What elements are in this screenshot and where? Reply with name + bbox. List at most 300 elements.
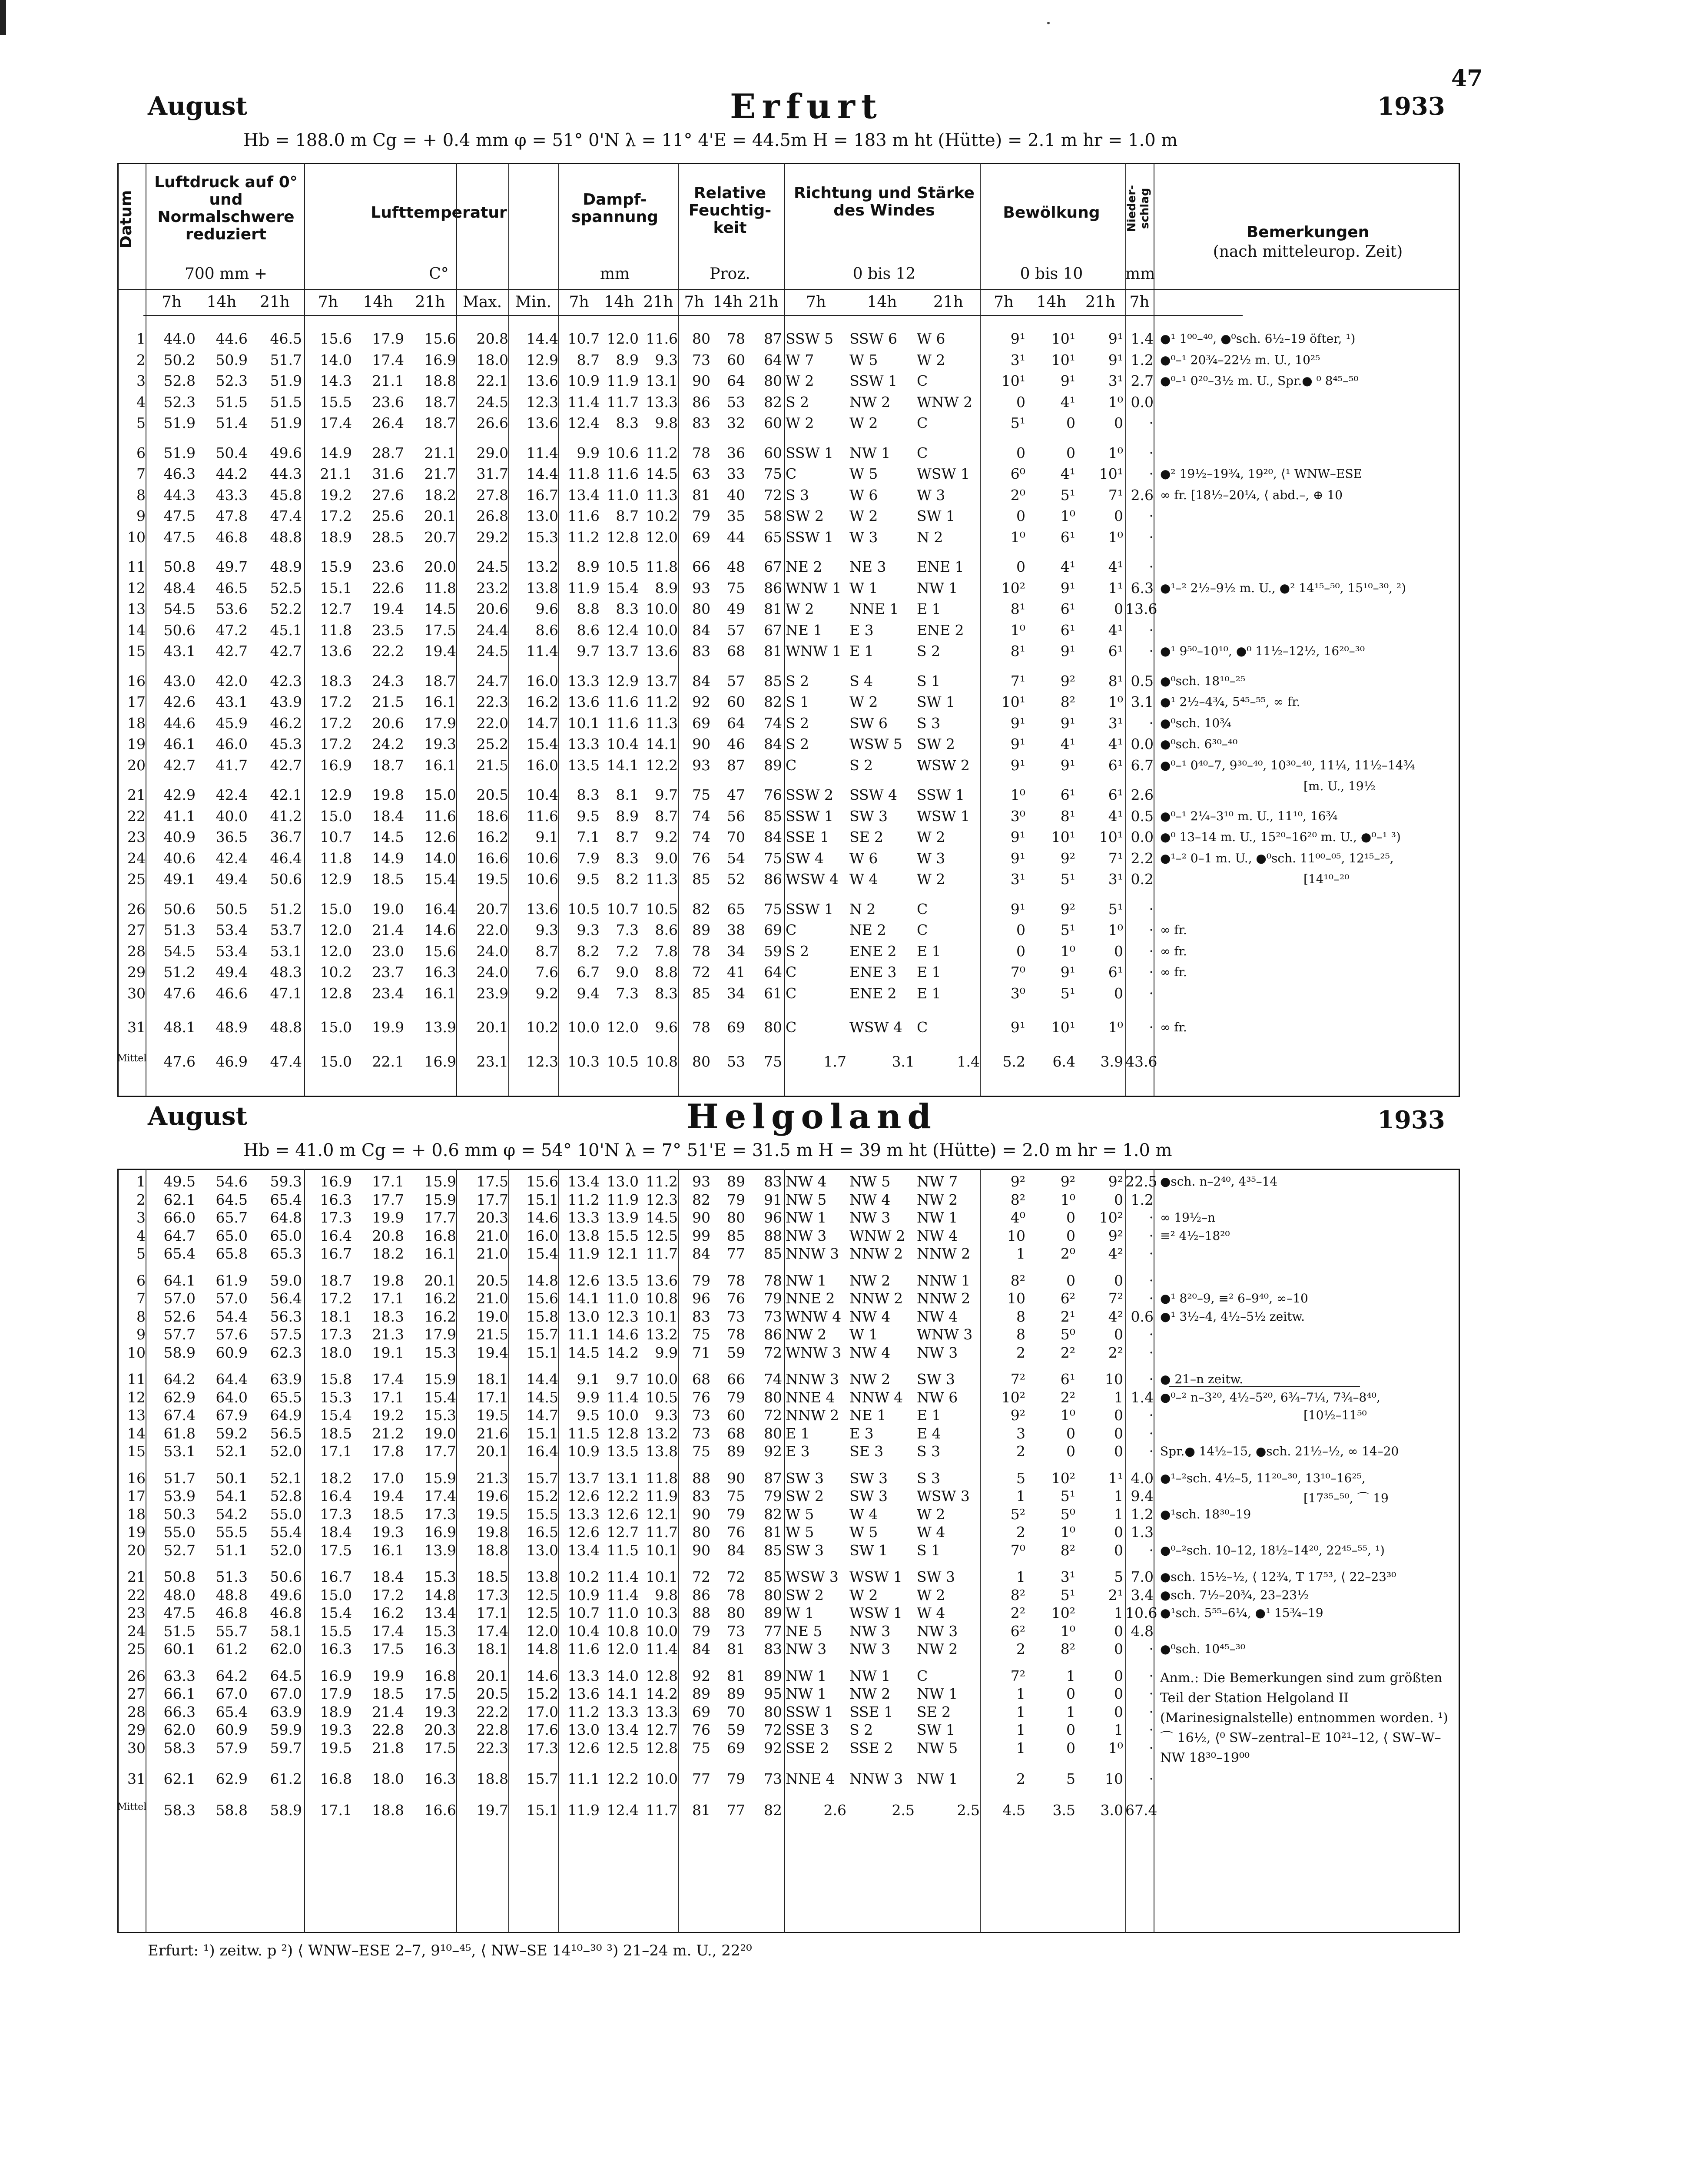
cell: 1 xyxy=(136,330,146,347)
cell: 17.4 xyxy=(372,351,404,368)
cell: 7 xyxy=(136,465,146,482)
erfurt-time-rule xyxy=(143,315,1243,316)
mean-cell: 6.4 xyxy=(1052,1053,1075,1070)
cell: 21.6 xyxy=(476,1425,508,1442)
cell: 0 xyxy=(1016,444,1025,461)
cell: 65 xyxy=(764,528,782,546)
cell: 88 xyxy=(764,1227,782,1244)
cell: 16.8 xyxy=(424,1667,456,1684)
cell: 16.9 xyxy=(320,1667,352,1684)
cell: 52.8 xyxy=(163,372,196,389)
cell: 84 xyxy=(692,1245,710,1262)
cell: 8.9 xyxy=(616,351,639,368)
cell: 6¹ xyxy=(1108,756,1123,774)
cell: 40.6 xyxy=(163,849,196,867)
mean-cell: 75 xyxy=(764,1053,782,1070)
mean-cell: 1.4 xyxy=(957,1053,980,1070)
cell: W 2 xyxy=(849,1586,878,1604)
cell: 33 xyxy=(727,465,745,482)
cell: W 2 xyxy=(917,871,945,888)
cell: 9.4 xyxy=(1131,1488,1154,1504)
cell: 51.4 xyxy=(216,414,248,431)
cell: 16.9 xyxy=(424,351,456,368)
cell: 1⁰ xyxy=(1010,621,1025,639)
cell: 18.5 xyxy=(372,1685,404,1702)
mean-cell: 53 xyxy=(727,1053,745,1070)
cell: 54.5 xyxy=(163,600,196,617)
cell: SSW 2 xyxy=(786,786,834,803)
dampf-unit: mm xyxy=(600,265,630,283)
cell: 19.6 xyxy=(476,1488,508,1504)
cell: 12.3 xyxy=(526,393,558,411)
cell: C xyxy=(917,444,928,461)
cell: 23 xyxy=(127,828,146,845)
cell: 49.6 xyxy=(270,1586,302,1604)
remark: ●¹–² 0–1 m. U., ●⁰sch. 11⁰⁰–⁰⁵, 12¹⁵–²⁵, xyxy=(1160,851,1394,865)
cell: 14.2 xyxy=(607,1344,639,1361)
cell: 68 xyxy=(692,1371,710,1388)
remark: ●⁰sch. 10⁴⁵–³⁰ xyxy=(1160,1642,1246,1656)
cell: 8.7 xyxy=(616,507,639,524)
cell: 72 xyxy=(764,486,782,504)
cell: 9² xyxy=(1060,849,1075,867)
cell: · xyxy=(1149,465,1154,482)
cell: 46.5 xyxy=(270,330,302,347)
cell: 8¹ xyxy=(1060,807,1075,825)
cell: W 5 xyxy=(786,1524,814,1541)
cell: 74 xyxy=(764,714,782,732)
time-header: Min. xyxy=(515,293,551,311)
cell: 84 xyxy=(692,621,710,639)
cell: WSW 3 xyxy=(917,1488,970,1504)
cell: 11.5 xyxy=(567,1425,600,1442)
cell: 18.7 xyxy=(372,756,404,774)
cell: 11.2 xyxy=(567,1703,600,1720)
cell: 17.4 xyxy=(320,414,352,431)
cell: 20.5 xyxy=(476,1685,508,1702)
cell: 48.3 xyxy=(270,964,302,981)
lufttemperatur-header: Lufttemperatur xyxy=(371,204,507,222)
cell: SW 1 xyxy=(849,1541,888,1559)
cell: 58.1 xyxy=(270,1622,302,1640)
cell: 13.3 xyxy=(567,1505,600,1523)
cell: 85 xyxy=(727,1227,745,1244)
cell: NW 3 xyxy=(917,1344,958,1361)
cell: · xyxy=(1149,1407,1154,1424)
cell: 16.2 xyxy=(476,828,508,845)
cell: 42.9 xyxy=(163,786,196,803)
cell: 44.2 xyxy=(216,465,248,482)
cell: 46.1 xyxy=(163,736,196,752)
cell: 3⁰ xyxy=(1010,984,1025,1002)
cell: 15.0 xyxy=(320,1019,352,1036)
cell: 80 xyxy=(692,600,710,617)
cell: 83 xyxy=(692,1308,710,1325)
cell: 1¹ xyxy=(1108,579,1123,596)
cell: 24.0 xyxy=(476,942,508,960)
cell: 12.0 xyxy=(320,921,352,938)
cell: 13.7 xyxy=(607,643,639,659)
cell: 5¹ xyxy=(1060,1586,1075,1604)
cell: C xyxy=(917,921,928,938)
cell: 51.9 xyxy=(163,414,196,431)
cell: 18.6 xyxy=(476,807,508,825)
cell: 73 xyxy=(727,1308,745,1325)
cell: 7² xyxy=(1108,1290,1123,1307)
cell: 85 xyxy=(764,1245,782,1262)
cell: 16.1 xyxy=(372,1541,404,1559)
edge-mark xyxy=(0,0,6,35)
cell: 15.6 xyxy=(424,330,456,347)
cell: 19.1 xyxy=(372,1344,404,1361)
cell: 58.9 xyxy=(163,1344,196,1361)
cell: 12 xyxy=(127,579,146,596)
cell: 5¹ xyxy=(1060,921,1075,938)
cell: 57 xyxy=(727,621,745,639)
cell: 42.7 xyxy=(163,756,196,774)
cell: 1.4 xyxy=(1131,1388,1154,1406)
cell: 11.9 xyxy=(607,372,639,389)
cell: 47 xyxy=(727,786,745,803)
cell: NW 2 xyxy=(917,1640,958,1657)
cell: 24 xyxy=(127,1622,146,1640)
cell: 1.3 xyxy=(1131,1524,1154,1541)
column-rule xyxy=(980,163,981,1097)
cell: 45.9 xyxy=(216,714,248,732)
cell: 13.8 xyxy=(567,1227,600,1244)
cell: 22.3 xyxy=(476,693,508,710)
cell: 2.6 xyxy=(1131,786,1154,803)
cell: NW 2 xyxy=(849,393,891,411)
cell: 14.5 xyxy=(646,1209,678,1226)
time-header: 7h xyxy=(993,293,1014,311)
cell: 9² xyxy=(1010,1407,1025,1424)
cell: 6¹ xyxy=(1108,786,1123,803)
cell: · xyxy=(1149,444,1154,461)
cell: 84 xyxy=(764,828,782,845)
cell: 13.8 xyxy=(646,1443,678,1460)
cell: 4² xyxy=(1108,1308,1123,1325)
cell: · xyxy=(1149,1425,1154,1442)
cell: 15 xyxy=(127,643,146,659)
cell: 12.6 xyxy=(567,1739,600,1756)
mean-cell: 43.6 xyxy=(1125,1053,1157,1070)
cell: 19.4 xyxy=(476,1344,508,1361)
cell: 11.3 xyxy=(646,714,678,732)
cell: 20.7 xyxy=(424,528,456,546)
cell: 52.1 xyxy=(216,1443,248,1460)
cell: 7¹ xyxy=(1108,486,1123,504)
cell: 18.4 xyxy=(320,1524,352,1541)
cell: 8 xyxy=(136,486,146,504)
cell: 65.5 xyxy=(270,1388,302,1406)
cell: NNW 4 xyxy=(849,1388,903,1406)
cell: 5 xyxy=(136,1245,146,1262)
cell: E 4 xyxy=(917,1425,941,1442)
cell: 12.6 xyxy=(567,1524,600,1541)
cell: 16.9 xyxy=(320,756,352,774)
cell: 14.8 xyxy=(424,1586,456,1604)
cell: 16.2 xyxy=(526,693,558,710)
cell: 80 xyxy=(727,1209,745,1226)
mean-cell: 17.1 xyxy=(320,1801,352,1819)
cell: 19.8 xyxy=(372,786,404,803)
cell: 57.0 xyxy=(216,1290,248,1307)
cell: S 2 xyxy=(917,643,941,659)
remark: [m. U., 19½ xyxy=(1303,779,1376,793)
time-header: 14h xyxy=(867,293,897,311)
cell: 51.2 xyxy=(270,900,302,918)
cell: · xyxy=(1149,1443,1154,1460)
cell: E 3 xyxy=(849,1425,874,1442)
cell: 27.6 xyxy=(372,486,404,504)
cell: 1 xyxy=(1016,1703,1025,1720)
cell: 26 xyxy=(127,900,146,918)
cell: 55.5 xyxy=(216,1524,248,1541)
cell: 11.4 xyxy=(526,444,558,461)
cell: 14.9 xyxy=(372,849,404,867)
cell: 18.7 xyxy=(320,1272,352,1289)
cell: 67 xyxy=(764,558,782,575)
cell: 67.9 xyxy=(216,1407,248,1424)
cell: 5 xyxy=(136,414,146,431)
cell: 12.9 xyxy=(526,351,558,368)
cell: 16.3 xyxy=(424,964,456,981)
cell: 14.6 xyxy=(424,921,456,938)
cell: 9.1 xyxy=(535,828,558,845)
cell: 19.2 xyxy=(372,1407,404,1424)
cell: 79 xyxy=(764,1290,782,1307)
cell: 47.5 xyxy=(163,528,196,546)
cell: 9² xyxy=(1060,1173,1075,1190)
cell: 14.6 xyxy=(607,1326,639,1343)
cell: 18.2 xyxy=(372,1245,404,1262)
cell: 62.9 xyxy=(163,1388,196,1406)
cell: 18.7 xyxy=(424,393,456,411)
cell: 6² xyxy=(1060,1290,1075,1307)
cell: 50.8 xyxy=(163,1568,196,1585)
cell: 74 xyxy=(764,1371,782,1388)
cell: 4 xyxy=(136,1227,146,1244)
cell: 8.3 xyxy=(616,849,639,867)
cell: 67 xyxy=(764,621,782,639)
cell: 11 xyxy=(127,1371,146,1388)
cell: S 1 xyxy=(786,693,809,710)
cell: 86 xyxy=(764,579,782,596)
cell: 47.1 xyxy=(270,984,302,1002)
cell: 54.2 xyxy=(216,1505,248,1523)
helgoland-month: August xyxy=(148,1101,248,1131)
cell: 17.9 xyxy=(372,330,404,347)
cell: · xyxy=(1149,1541,1154,1559)
cell: · xyxy=(1149,1770,1154,1787)
cell: 15.1 xyxy=(526,1344,558,1361)
cell: 0 xyxy=(1114,942,1123,960)
remark: ●⁰–¹ 0²⁰–3½ m. U., Spr.● ⁰ 8⁴⁵–⁵⁰ xyxy=(1160,374,1359,388)
cell: NW 6 xyxy=(917,1388,958,1406)
cell: 45.8 xyxy=(270,486,302,504)
cell: 2 xyxy=(136,1191,146,1208)
cell: 64.5 xyxy=(216,1191,248,1208)
cell: 18.8 xyxy=(476,1770,508,1787)
cell: 11.6 xyxy=(646,330,678,347)
cell: 51.5 xyxy=(163,1622,196,1640)
cell: 12.1 xyxy=(646,1505,678,1523)
cell: 9.4 xyxy=(577,984,600,1002)
cell: WSW 4 xyxy=(849,1019,902,1036)
cell: 61.2 xyxy=(216,1640,248,1657)
cell: 16.2 xyxy=(424,1308,456,1325)
cell: 47.2 xyxy=(216,621,248,639)
cell: WSW 3 xyxy=(786,1568,839,1585)
cell: 11.4 xyxy=(607,1586,639,1604)
cell: 0.2 xyxy=(1131,871,1154,888)
cell: 9¹ xyxy=(1010,736,1025,752)
cell: 20.1 xyxy=(424,1272,456,1289)
cell: S 2 xyxy=(786,736,809,752)
cell: 79 xyxy=(727,1505,745,1523)
time-header: 14h xyxy=(363,293,393,311)
cell: 68 xyxy=(727,643,745,659)
column-rule xyxy=(784,1169,785,1933)
cell: 9² xyxy=(1108,1227,1123,1244)
cell: NW 4 xyxy=(849,1344,891,1361)
cell: 17 xyxy=(127,693,146,710)
cell: 75 xyxy=(692,1443,710,1460)
cell: 17.9 xyxy=(424,714,456,732)
cell: 19.3 xyxy=(320,1721,352,1738)
cell: W 4 xyxy=(849,1505,878,1523)
cell: WNW 3 xyxy=(786,1344,842,1361)
cell: 52.2 xyxy=(270,600,302,617)
cell: 18.1 xyxy=(476,1371,508,1388)
cell: 46.4 xyxy=(270,849,302,867)
cell: 64.2 xyxy=(216,1667,248,1684)
cell: 13.2 xyxy=(646,1425,678,1442)
cell: 0.0 xyxy=(1131,828,1154,845)
cell: 81 xyxy=(764,643,782,659)
cell: 47.5 xyxy=(163,1604,196,1621)
cell: 13 xyxy=(127,600,146,617)
cell: 78 xyxy=(727,1586,745,1604)
cell: W 3 xyxy=(917,486,945,504)
cell: W 4 xyxy=(849,871,878,888)
cell: 46.0 xyxy=(216,736,248,752)
cell: 83 xyxy=(692,1488,710,1504)
cell: 12.7 xyxy=(607,1524,639,1541)
cell: 18.5 xyxy=(372,871,404,888)
cell: 44.6 xyxy=(216,330,248,347)
cell: 15.4 xyxy=(320,1407,352,1424)
cell: 0 xyxy=(1114,1272,1123,1289)
cell: 6¹ xyxy=(1108,643,1123,659)
cell: 13.3 xyxy=(567,736,600,752)
cell: 11.0 xyxy=(607,486,639,504)
cell: 4¹ xyxy=(1108,736,1123,752)
cell: 13.7 xyxy=(646,672,678,689)
cell: 12.5 xyxy=(607,1739,639,1756)
cell: 11.3 xyxy=(646,871,678,888)
cell: 6¹ xyxy=(1060,600,1075,617)
cell: 41.2 xyxy=(270,807,302,825)
cell: 6¹ xyxy=(1060,786,1075,803)
cell: 24.3 xyxy=(372,672,404,689)
cell: 0 xyxy=(1066,1272,1075,1289)
cell: 48.0 xyxy=(163,1586,196,1604)
cell: 11.0 xyxy=(607,1604,639,1621)
cell: E 1 xyxy=(917,942,941,960)
cell: 4² xyxy=(1108,1245,1123,1262)
cell: 22.2 xyxy=(476,1703,508,1720)
cell: 10¹ xyxy=(1051,1019,1075,1036)
cell: 5¹ xyxy=(1060,1488,1075,1504)
cell: 11.6 xyxy=(607,714,639,732)
cell: 17.5 xyxy=(424,1739,456,1756)
cell: 75 xyxy=(764,849,782,867)
cell: 66.0 xyxy=(163,1209,196,1226)
cell: 7.8 xyxy=(655,942,678,960)
cell: · xyxy=(1149,942,1154,960)
cell: NW 7 xyxy=(917,1173,958,1190)
cell: 65.4 xyxy=(216,1703,248,1720)
cell: 2⁰ xyxy=(1060,1245,1075,1262)
cell: 43.0 xyxy=(163,672,196,689)
cell: 73 xyxy=(692,1425,710,1442)
cell: 14.8 xyxy=(526,1272,558,1289)
cell: 0 xyxy=(1066,444,1075,461)
cell: 21.8 xyxy=(372,1739,404,1756)
luftdruck-header: Luftdruck auf 0° und Normalschwere reduziert xyxy=(154,173,298,243)
cell: 86 xyxy=(764,1326,782,1343)
cell: 64.4 xyxy=(216,1371,248,1388)
cell: WNW 1 xyxy=(786,579,842,596)
cell: 72 xyxy=(764,1344,782,1361)
cell: 9.7 xyxy=(577,643,600,659)
cell: W 5 xyxy=(786,1505,814,1523)
cell: 7.6 xyxy=(535,964,558,981)
cell: SE 3 xyxy=(849,1443,884,1460)
niederschlag-unit: mm xyxy=(1125,265,1155,283)
cell: NE 5 xyxy=(786,1622,822,1640)
cell: SSW 1 xyxy=(786,900,834,918)
cell: 52.8 xyxy=(270,1488,302,1504)
cell: 1¹ xyxy=(1108,1469,1123,1487)
cell: 4¹ xyxy=(1108,558,1123,575)
cell: 0 xyxy=(1066,1443,1075,1460)
cell: 11.5 xyxy=(607,1541,639,1559)
cell: 12 xyxy=(127,1388,146,1406)
cell: 49.1 xyxy=(163,871,196,888)
cell: 14.1 xyxy=(607,1685,639,1702)
cell: 21 xyxy=(127,786,146,803)
cell: 5⁰ xyxy=(1060,1326,1075,1343)
cell: 22.8 xyxy=(476,1721,508,1738)
cell: 49.4 xyxy=(216,871,248,888)
cell: 30 xyxy=(127,1739,146,1756)
cell: 7.9 xyxy=(577,849,600,867)
cell: 5¹ xyxy=(1108,900,1123,918)
cell: N 2 xyxy=(849,900,876,918)
cell: 44.6 xyxy=(163,714,196,732)
cell: 10² xyxy=(1099,1209,1123,1226)
cell: 59.2 xyxy=(216,1425,248,1442)
cell: 24.5 xyxy=(476,393,508,411)
cell: E 1 xyxy=(917,600,941,617)
cell: 42.0 xyxy=(216,672,248,689)
cell: 1⁰ xyxy=(1010,786,1025,803)
cell: 60 xyxy=(727,693,745,710)
cell: 10² xyxy=(1051,1604,1075,1621)
